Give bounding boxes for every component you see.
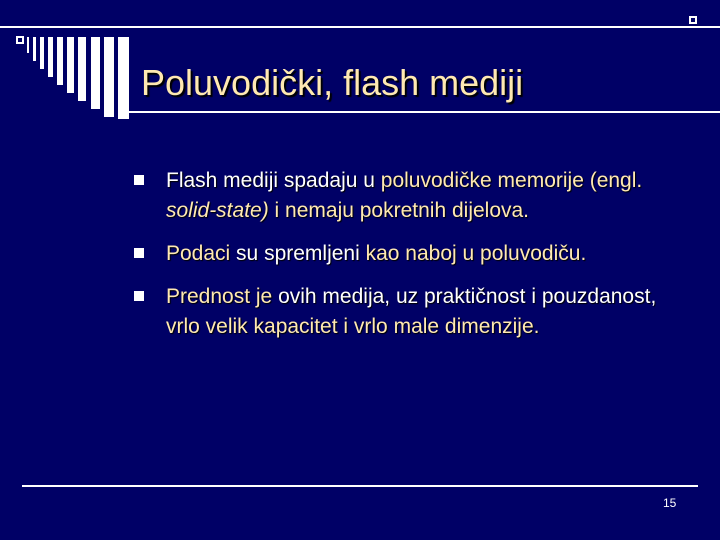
bullet-text-segment: ovih medija, uz praktičnost i pouzdanost, (272, 285, 657, 308)
bullet-text-segment: solid-state) (166, 199, 269, 222)
bullet-text-segment: kao naboj u poluvodiču. (365, 242, 587, 265)
bullet-list (134, 166, 674, 355)
bullet-text-segment: poluvodičke memorije (380, 169, 584, 192)
bullet-text-segment: vrlo velik kapacitet i vrlo male dimenzije. (166, 315, 540, 338)
bullet-text-segment: (engl. (583, 169, 643, 192)
bullet-square-icon (134, 248, 144, 258)
bullet-item (134, 239, 674, 269)
page-number: 15 (663, 496, 677, 510)
bullet-text-segment: i nemaju pokretnih dijelova. (268, 199, 530, 222)
bullet-text-segment: su spremljeni (230, 242, 366, 265)
bullet-square-icon (134, 175, 144, 185)
bullet-text-segment: Podaci (166, 242, 231, 265)
bullet-text-segment: Prednost je (166, 285, 273, 308)
bullet-text-segment: Flash mediji spadaju u (166, 169, 381, 192)
bullet-square-icon (134, 291, 144, 301)
bullet-item (134, 166, 674, 226)
bullet-item (134, 282, 674, 342)
slide-title: Poluvodički, flash mediji (141, 62, 524, 103)
footer-divider (22, 485, 698, 487)
